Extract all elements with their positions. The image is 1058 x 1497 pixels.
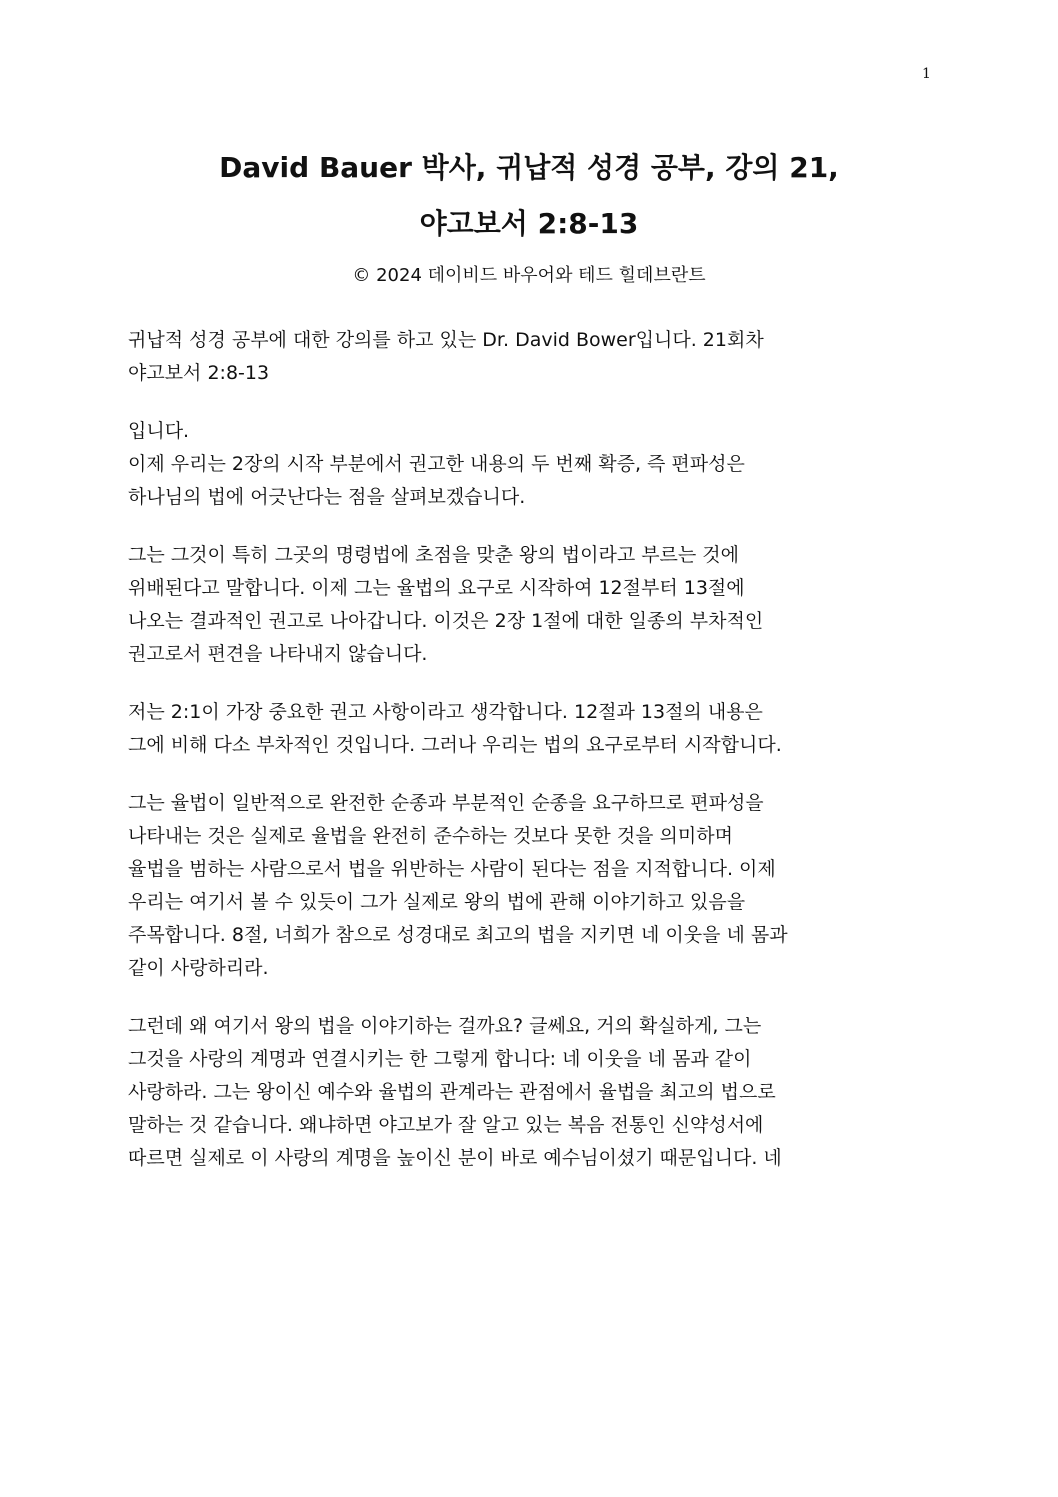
text-line: 입니다. xyxy=(128,420,190,442)
text-line: 그에 비해 다소 부차적인 것입니다. 그러나 우리는 법의 요구로부터 시작합니다. xyxy=(128,734,782,756)
document-body xyxy=(128,324,928,1175)
text-line: 야고보서 2:8-13 xyxy=(128,362,270,384)
text-line: 위배된다고 말합니다. 이제 그는 율법의 요구로 시작하여 12절부터 13절에 xyxy=(128,577,745,599)
text-line: 하나님의 법에 어긋난다는 점을 살펴보겠습니다. xyxy=(128,486,526,508)
text-line: 말하는 것 같습니다. 왜냐하면 야고보가 잘 알고 있는 복음 전통인 신약성서에 xyxy=(128,1114,764,1136)
paragraph xyxy=(128,696,928,762)
text-line: 율법을 범하는 사람으로서 법을 위반하는 사람이 된다는 점을 지적합니다. 이제 xyxy=(128,858,776,880)
paragraph xyxy=(128,787,928,985)
text-line: 저는 2:1이 가장 중요한 권고 사항이라고 생각합니다. 12절과 13절의 내용은 xyxy=(128,701,763,723)
paragraph xyxy=(128,539,928,671)
paragraph xyxy=(128,415,928,514)
text-line: 나타내는 것은 실제로 율법을 완전히 준수하는 것보다 못한 것을 의미하며 xyxy=(128,825,733,847)
text-line: 귀납적 성경 공부에 대한 강의를 하고 있는 Dr. David Bower입니다. 21회차 xyxy=(128,329,764,351)
text-line: 주목합니다. 8절, 너희가 참으로 성경대로 최고의 법을 지키면 네 이웃을 네 몸과 xyxy=(128,924,788,946)
text-line: 그는 율법이 일반적으로 완전한 순종과 부분적인 순종을 요구하므로 편파성을 xyxy=(128,792,764,814)
document-title-line-2: 야고보서 2:8-13 xyxy=(419,207,639,240)
text-line: 그는 그것이 특히 그곳의 명령법에 초점을 맞춘 왕의 법이라고 부르는 것에 xyxy=(128,544,740,566)
page-number: 1 xyxy=(922,66,931,82)
text-line: 같이 사랑하리라. xyxy=(128,957,269,979)
paragraph xyxy=(128,324,928,390)
text-line: 권고로서 편견을 나타내지 않습니다. xyxy=(128,643,428,665)
text-line: 사랑하라. 그는 왕이신 예수와 율법의 관계라는 관점에서 율법을 최고의 법으로 xyxy=(128,1081,776,1103)
text-line: 이제 우리는 2장의 시작 부분에서 권고한 내용의 두 번째 확증, 즉 편파성은 xyxy=(128,453,745,475)
text-line: 그런데 왜 여기서 왕의 법을 이야기하는 걸까요? 글쎄요, 거의 확실하게, 그는 xyxy=(128,1015,762,1037)
text-line: 나오는 결과적인 권고로 나아갑니다. 이것은 2장 1절에 대한 일종의 부차적인 xyxy=(128,610,764,632)
document-title-line-1: David Bauer 박사, 귀납적 성경 공부, 강의 21, xyxy=(219,151,839,184)
text-line: 그것을 사랑의 계명과 연결시키는 한 그렇게 합니다: 네 이웃을 네 몸과 같이 xyxy=(128,1048,752,1070)
text-line: 우리는 여기서 볼 수 있듯이 그가 실제로 왕의 법에 관해 이야기하고 있음을 xyxy=(128,891,746,913)
text-line: 따르면 실제로 이 사랑의 계명을 높이신 분이 바로 예수님이셨기 때문입니다. 네 xyxy=(128,1147,782,1169)
paragraph xyxy=(128,1010,928,1175)
copyright-notice: © 2024 데이비드 바우어와 테드 힐데브란트 xyxy=(352,265,706,286)
